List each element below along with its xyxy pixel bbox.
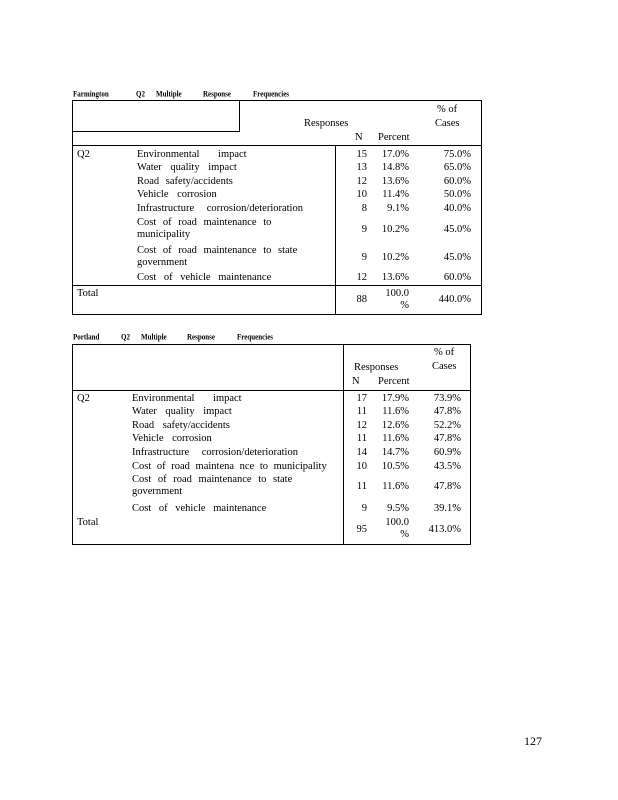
row-label: Environmental impact (137, 149, 247, 160)
total-label: Total (77, 288, 99, 299)
row-label: Cost of road maintena nce to municipality (132, 461, 327, 472)
row-n: 9 (361, 503, 367, 514)
total-percent-sign: % (400, 529, 409, 540)
header-pct-cases: Cases (432, 361, 457, 372)
row-label: Water quality impact (137, 162, 237, 173)
row-n: 10 (356, 189, 367, 200)
row-pct-cases: 45.0% (443, 252, 471, 263)
row-n: 13 (356, 162, 367, 173)
row-n: 9 (361, 224, 367, 235)
caption-location: Farmington (73, 89, 109, 99)
caption-word: Response (203, 89, 232, 99)
row-percent: 10.2% (381, 252, 409, 263)
row-percent: 11.6% (382, 433, 409, 444)
total-label: Total (77, 517, 99, 528)
header-responses: Responses (304, 118, 349, 129)
row-percent: 13.6% (381, 176, 409, 187)
caption-question: Q2 (136, 89, 145, 99)
group-label: Q2 (77, 393, 90, 404)
row-label: Vehicle corrosion (137, 189, 217, 200)
total-pct-cases: 413.0% (428, 524, 461, 535)
row-pct-cases: 47.8% (433, 481, 461, 492)
caption-word: Response (187, 332, 216, 342)
total-percent: 100.0 (385, 517, 409, 528)
row-n: 10 (356, 461, 367, 472)
header-pct-cases: % of (434, 347, 455, 358)
row-n: 17 (356, 393, 367, 404)
row-percent: 17.0% (381, 149, 409, 160)
row-label: Cost of road maintenance to state government (132, 474, 293, 497)
row-percent: 11.4% (382, 189, 409, 200)
row-percent: 9.1% (387, 203, 409, 214)
caption-word: Frequencies (253, 89, 290, 99)
total-n: 95 (356, 524, 367, 535)
row-pct-cases: 75.0% (443, 149, 471, 160)
header-responses: Responses (354, 362, 399, 373)
farmington-frequency-table (72, 100, 482, 315)
row-percent: 17.9% (381, 393, 409, 404)
total-percent: 100.0 (385, 288, 409, 299)
row-label: Water quality impact (132, 406, 232, 417)
row-n: 12 (356, 176, 367, 187)
row-percent: 13.6% (381, 272, 409, 283)
row-label: Cost of vehicle maintenance (132, 503, 267, 514)
row-n: 15 (356, 149, 367, 160)
row-label: Infrastructure corrosion/deterioration (137, 203, 303, 214)
header-n: N (355, 132, 363, 143)
row-percent: 10.2% (381, 224, 409, 235)
header-percent: Percent (378, 132, 410, 143)
row-percent: 14.7% (381, 447, 409, 458)
row-label: Cost of road maintenance to municipality (137, 217, 272, 240)
header-pct-cases: Cases (435, 118, 460, 129)
row-pct-cases: 60.0% (443, 272, 471, 283)
total-percent-sign: % (400, 300, 409, 311)
row-pct-cases: 43.5% (433, 461, 461, 472)
row-label: Road safety/accidents (132, 420, 230, 431)
row-percent: 11.6% (382, 406, 409, 417)
group-label: Q2 (77, 149, 90, 160)
row-label: Environmental impact (132, 393, 242, 404)
page-number: 127 (524, 734, 542, 748)
row-percent: 9.5% (387, 503, 409, 514)
total-pct-cases: 440.0% (438, 294, 471, 305)
row-n: 12 (356, 272, 367, 283)
row-pct-cases: 47.8% (433, 433, 461, 444)
portland-frequency-table (72, 344, 471, 545)
row-label: Vehicle corrosion (132, 433, 212, 444)
row-pct-cases: 50.0% (443, 189, 471, 200)
row-pct-cases: 73.9% (433, 393, 461, 404)
row-pct-cases: 47.8% (433, 406, 461, 417)
row-label: Cost of vehicle maintenance (137, 272, 272, 283)
row-n: 14 (356, 447, 367, 458)
row-pct-cases: 40.0% (443, 203, 471, 214)
row-pct-cases: 60.9% (433, 447, 461, 458)
row-label: Road safety/accidents (137, 176, 233, 187)
row-percent: 11.6% (382, 481, 409, 492)
row-pct-cases: 39.1% (433, 503, 461, 514)
caption-word: Frequencies (237, 332, 274, 342)
row-n: 9 (361, 252, 367, 263)
row-n: 11 (356, 433, 367, 444)
header-percent: Percent (378, 376, 410, 387)
row-percent: 14.8% (381, 162, 409, 173)
total-n: 88 (356, 294, 367, 305)
row-n: 11 (356, 481, 367, 492)
row-percent: 12.6% (381, 420, 409, 431)
row-n: 11 (356, 406, 367, 417)
caption-question: Q2 (121, 332, 130, 342)
header-n: N (352, 376, 360, 387)
row-pct-cases: 52.2% (433, 420, 461, 431)
row-pct-cases: 45.0% (443, 224, 471, 235)
header-pct-cases: % of (437, 104, 458, 115)
row-pct-cases: 60.0% (443, 176, 471, 187)
row-n: 12 (356, 420, 367, 431)
caption-location: Portland (73, 332, 100, 342)
caption-word: Multiple (141, 332, 167, 342)
row-pct-cases: 65.0% (443, 162, 471, 173)
row-percent: 10.5% (381, 461, 409, 472)
row-n: 8 (361, 203, 367, 214)
caption-word: Multiple (156, 89, 182, 99)
row-label: Infrastructure corrosion/deterioration (132, 447, 298, 458)
row-label: Cost of road maintenance to state government (137, 245, 298, 268)
